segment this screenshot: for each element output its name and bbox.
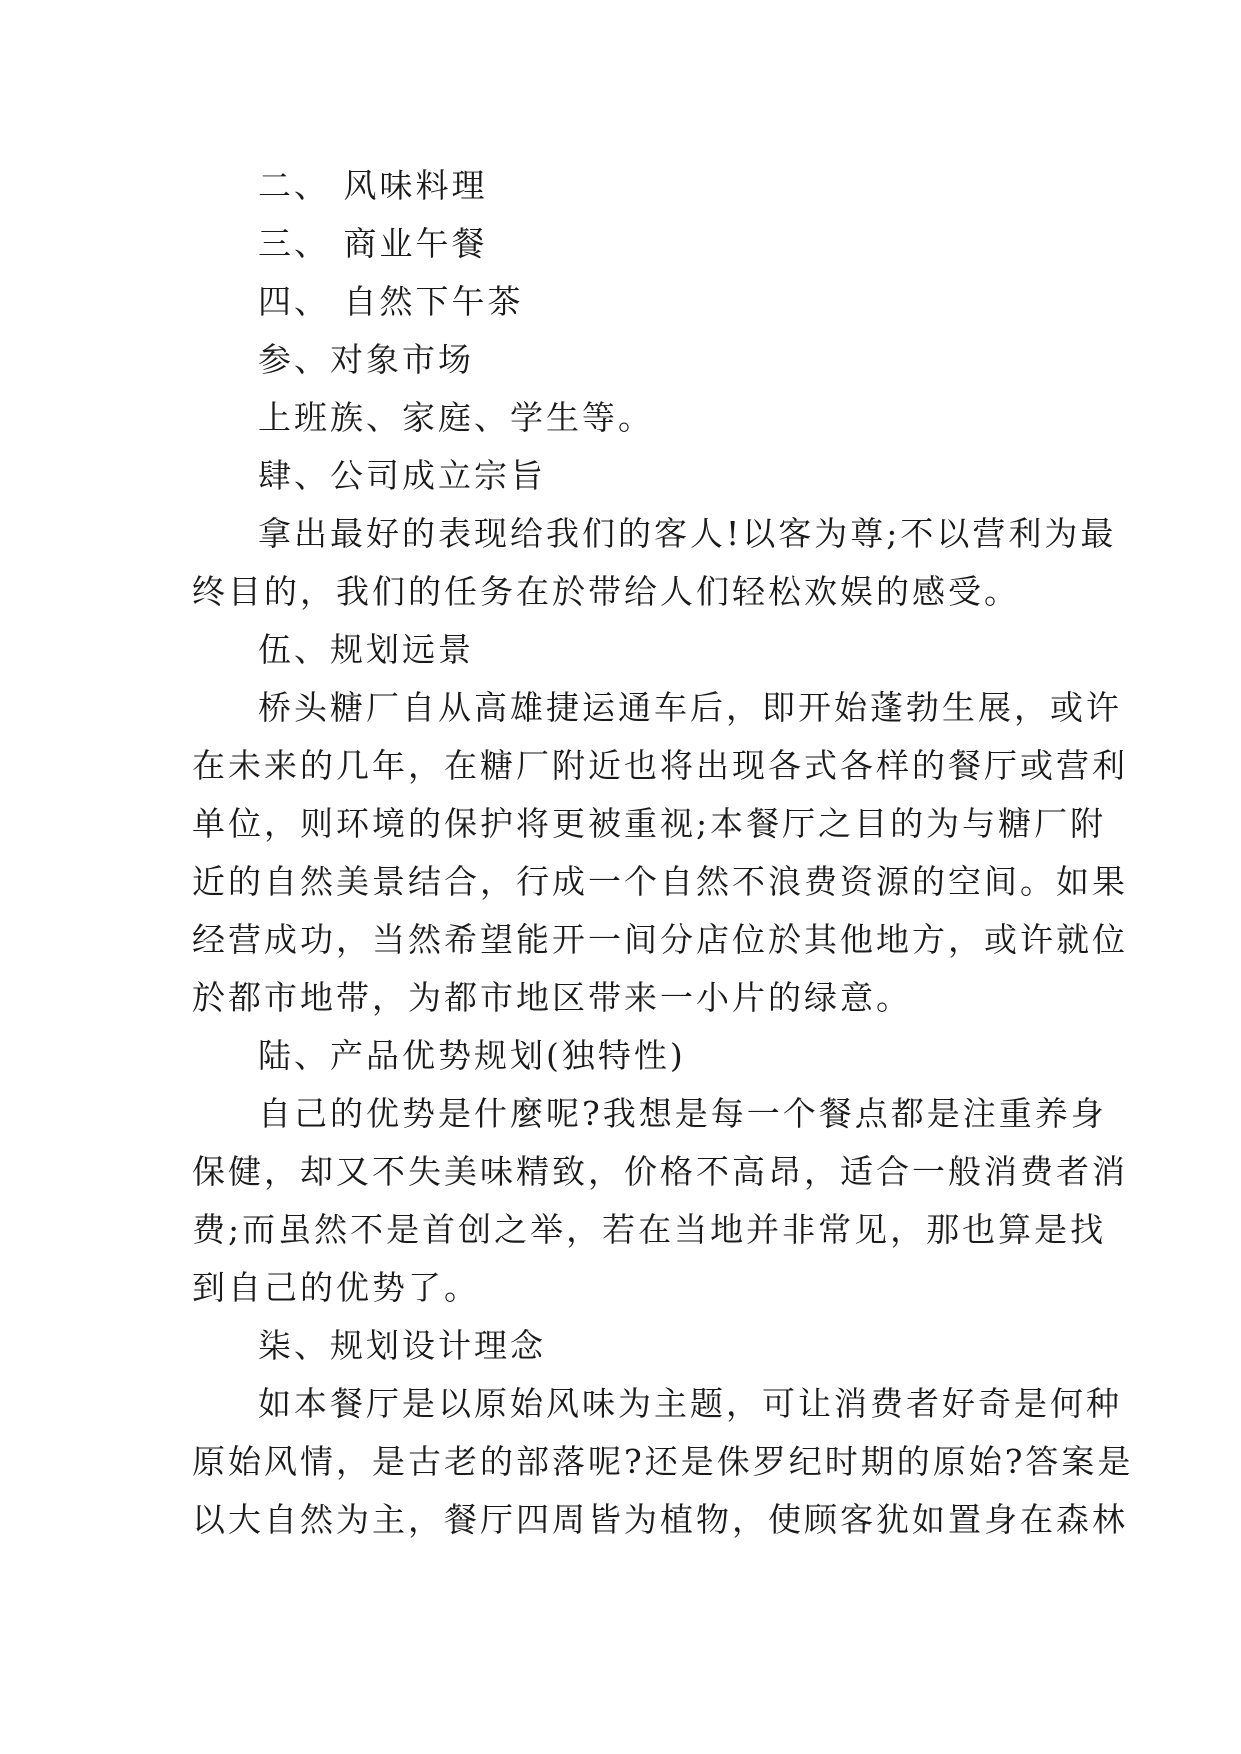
paragraph-line: 自己的优势是什麼呢?我想是每一个餐点都是注重养身 [258, 1094, 1107, 1133]
paragraph-line: 单位，则环境的保护将更被重视;本餐厅之目的为与糖厂附 [192, 804, 1107, 843]
paragraph-line: 拿出最好的表现给我们的客人!以客为尊;不以营利为最 [258, 514, 1117, 553]
paragraph-line: 经营成功，当然希望能开一间分店位於其他地方，或许就位 [192, 920, 1128, 959]
list-item-afternoon-tea: 四、 自然下午茶 [258, 282, 524, 321]
paragraph-line: 近的自然美景结合，行成一个自然不浪费资源的空间。如果 [192, 862, 1128, 901]
paragraph-line: 原始风情，是古老的部落呢?还是侏罗纪时期的原始?答案是 [192, 1442, 1134, 1481]
list-item-business-lunch: 三、 商业午餐 [258, 224, 488, 263]
paragraph-line: 费;而虽然不是首创之举，若在当地并非常见，那也算是找 [192, 1210, 1107, 1249]
section-heading-product-advantage: 陆、产品优势规划(独特性) [258, 1036, 686, 1075]
list-item-flavor-cuisine: 二、 风味料理 [258, 166, 488, 205]
paragraph-line: 终目的，我们的任务在於带给人们轻松欢娱的感受。 [192, 572, 1020, 611]
paragraph-line: 以大自然为主，餐厅四周皆为植物，使顾客犹如置身在森林 [192, 1500, 1128, 1539]
paragraph-line: 保健，却又不失美味精致，价格不高昂，适合一般消费者消 [192, 1152, 1128, 1191]
section-heading-design-concept: 柒、规划设计理念 [258, 1326, 546, 1365]
paragraph-line: 如本餐厅是以原始风味为主题，可让消费者好奇是何种 [258, 1384, 1122, 1423]
paragraph-line: 到自己的优势了。 [192, 1268, 480, 1307]
paragraph-line: 於都市地带，为都市地区带来一小片的绿意。 [192, 978, 912, 1017]
paragraph-line: 桥头糖厂自从高雄捷运通车后，即开始蓬勃生展，或许 [258, 688, 1122, 727]
section-heading-target-market: 参、对象市场 [258, 340, 474, 379]
paragraph-line: 在未来的几年，在糖厂附近也将出现各式各样的餐厅或营利 [192, 746, 1128, 785]
paragraph-line: 上班族、家庭、学生等。 [258, 398, 654, 437]
section-heading-company-purpose: 肆、公司成立宗旨 [258, 456, 546, 495]
section-heading-vision: 伍、规划远景 [258, 630, 474, 669]
